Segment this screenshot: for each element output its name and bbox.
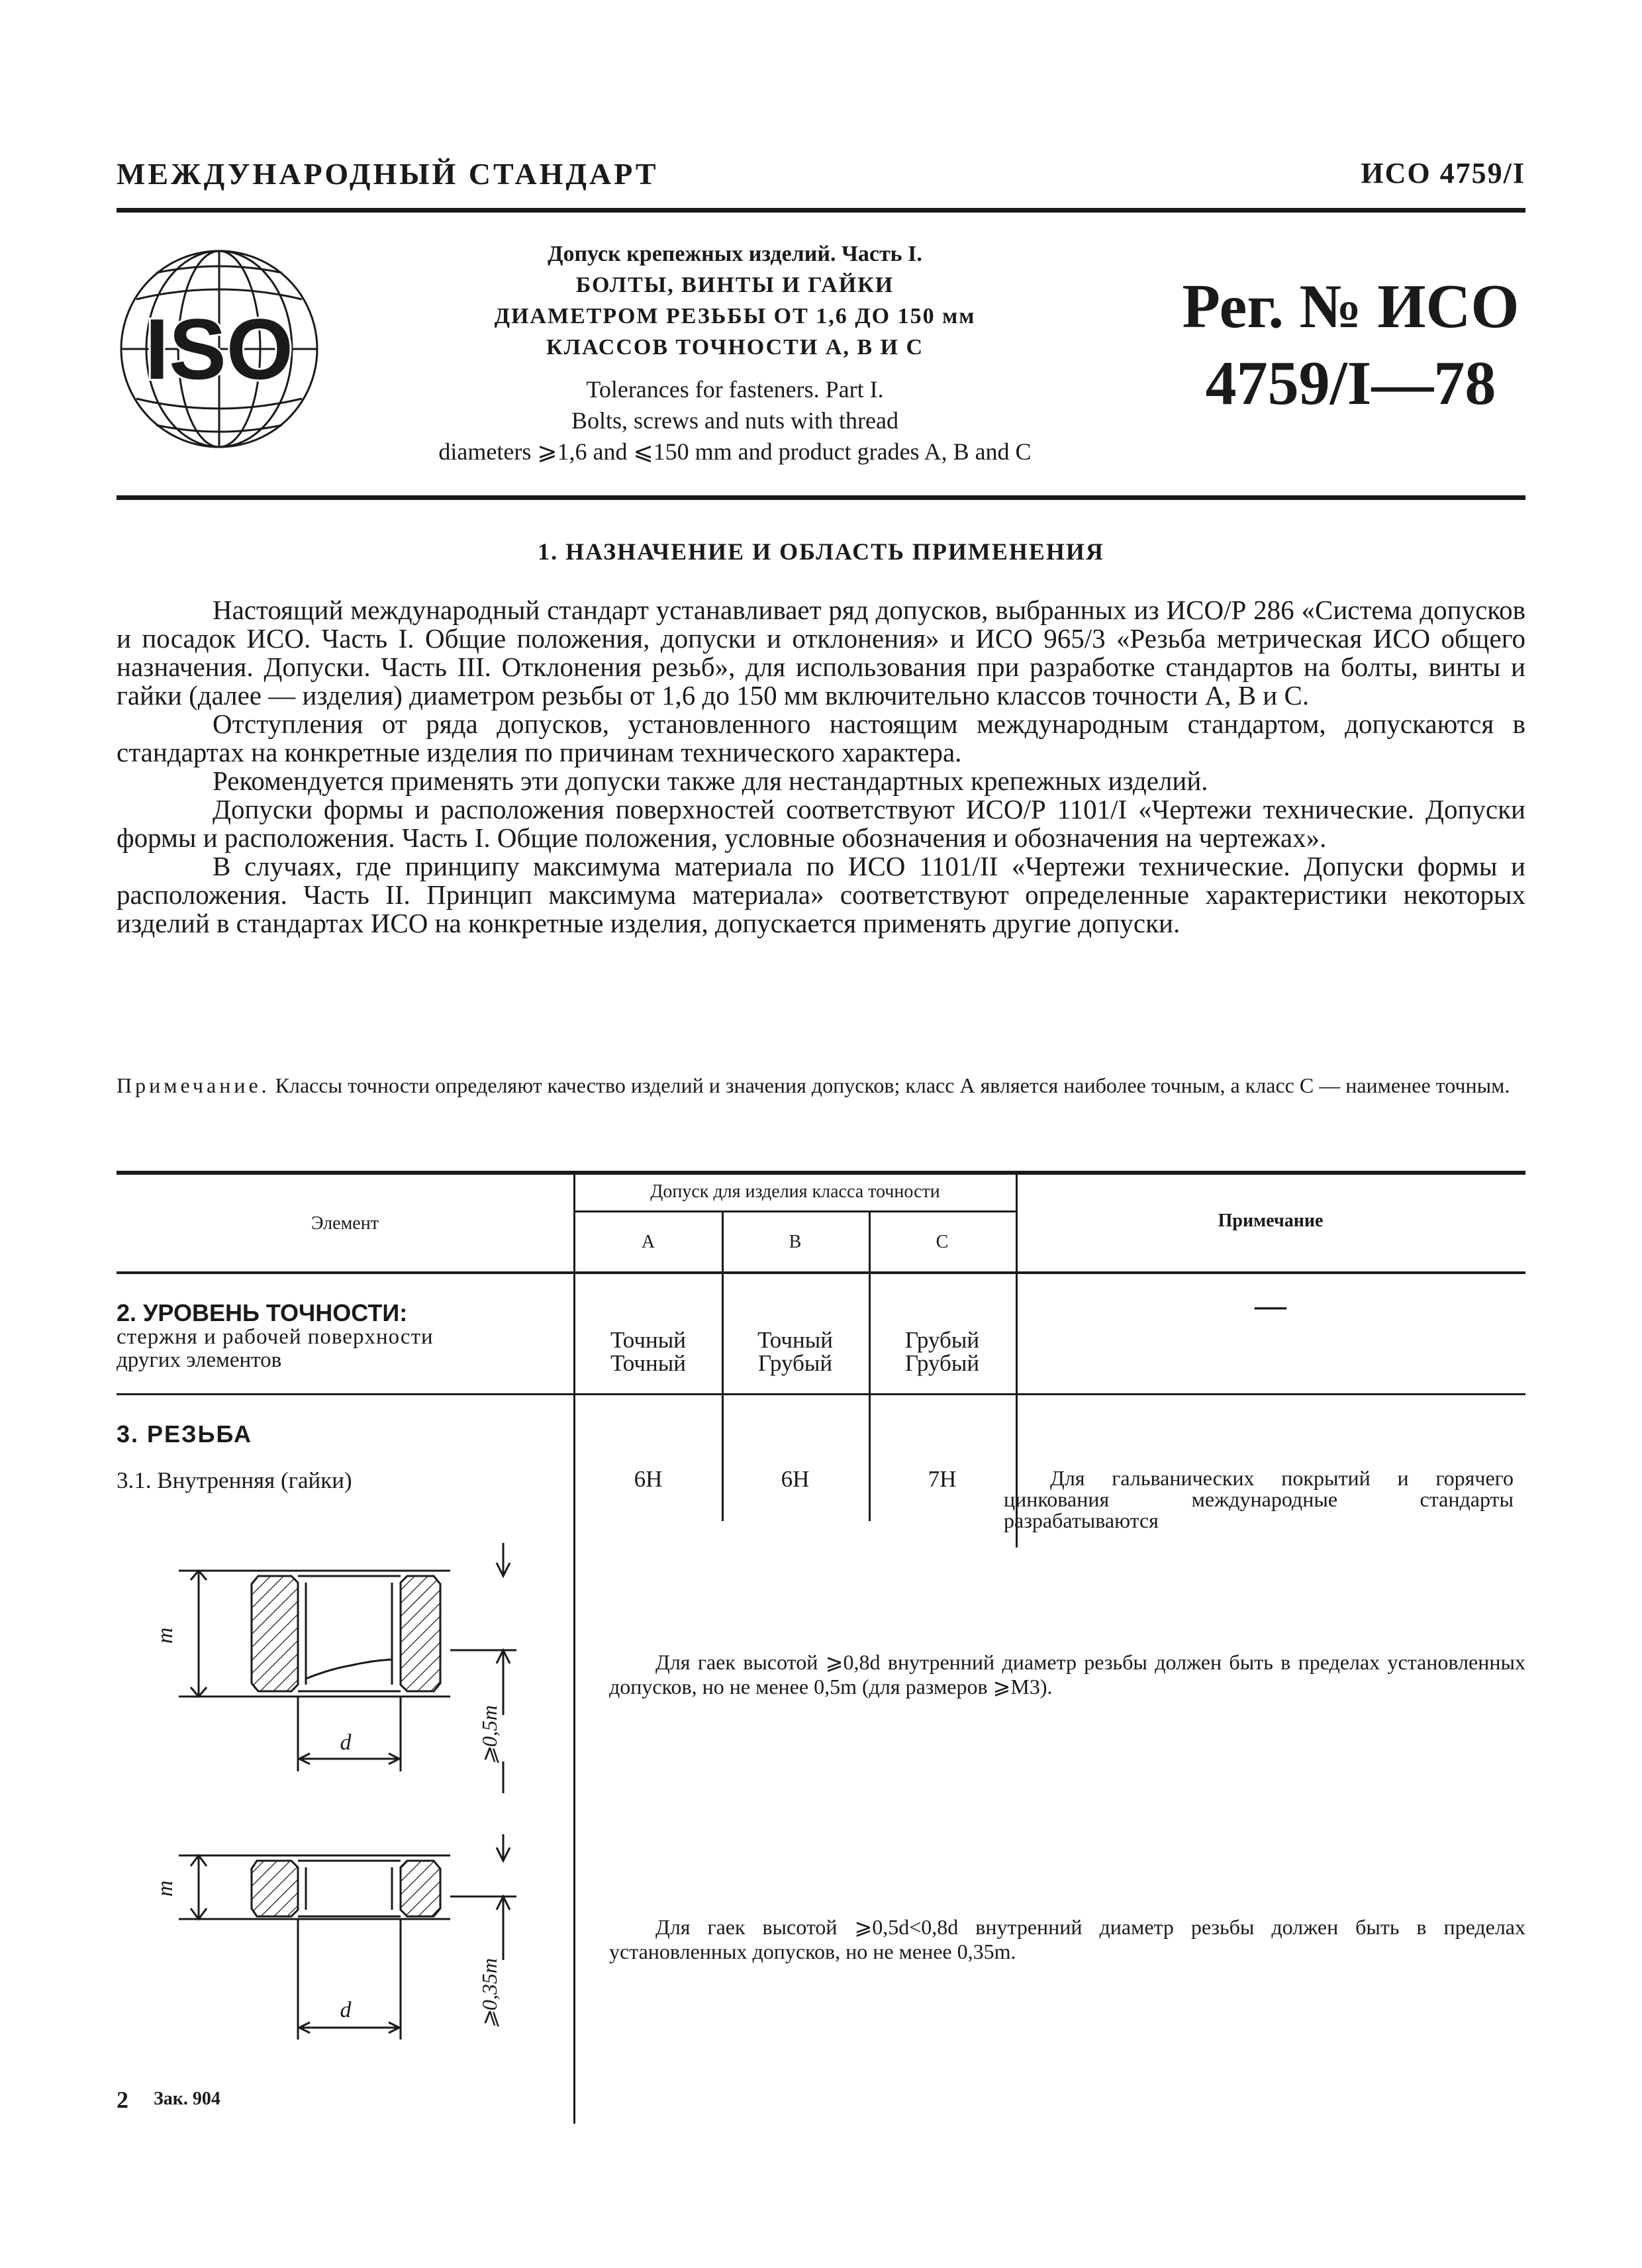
table-divider (573, 1395, 575, 2124)
nut-drawing-2 (153, 1834, 543, 2053)
title-rule (117, 495, 1525, 500)
title-ru-line3: ДИАМЕТРОМ РЕЗЬБЫ ОТ 1,6 ДО 150 мм (494, 304, 976, 328)
registration-number (1139, 268, 1563, 422)
note-text: Классы точности определяют качество изделий и значения допусков; класс А является наиболее точным, а класс С — наименее точным. (275, 1073, 1510, 1097)
fig2-d-label: d (340, 1998, 352, 2022)
row2-c-1: Грубый (904, 1327, 980, 1353)
section-1-body (117, 596, 1525, 938)
fig2-m-label: m (153, 1880, 177, 1897)
table-row-rule (117, 1393, 1525, 1395)
row2-a-1: Точный (610, 1327, 686, 1353)
title-en-line2: Bolts, screws and nuts with thread (571, 407, 898, 434)
table-subheader-rule (575, 1210, 1016, 1212)
section-2-desc (117, 1326, 434, 1372)
header-rule (117, 208, 1525, 213)
section-2-desc-line1: стержня и рабочей поверхности (117, 1325, 434, 1349)
reg-line1: Рег. № ИСО (1182, 272, 1520, 341)
iso-logo-text: ISO (145, 301, 293, 397)
header-tolerance-group: Допуск для изделия класса точности (650, 1181, 940, 1202)
paragraph: Допуски формы и расположения поверхностей соответствуют ИСО/Р 1101/I «Чертежи технические. Допуски формы и расположения. Часть I. Общие положения, условные обозначения и обозначения на чертежах». (117, 794, 1525, 853)
title-en-line1: Tolerances for fasteners. Part I. (586, 376, 884, 403)
paragraph: Настоящий международный стандарт устанавливает ряд допусков, выбранных из ИСО/Р 286 «Система допусков и посадок ИСО. Часть I. Общие положения, допуски и отклонения» и ИСО 965/3 «Резьба метрическая ИСО общего назначения. Допуски. Часть III. Отклонения резьб», для использования при разработке стандартов на болты, винты и гайки (далее — изделия) диаметром резьбы от 1,6 до 150 мм включительно классов точности А, В и С. (117, 595, 1525, 711)
row2-grade-c (869, 1328, 1016, 1375)
row-3-1-label: 3.1. Внутренняя (гайки) (117, 1467, 352, 1493)
section-3-title: 3. РЕЗЬБА (117, 1420, 252, 1448)
standard-number-heading: ИСО 4759/I (1361, 157, 1525, 189)
header-element: Элемент (311, 1213, 379, 1234)
header-grade-b: В (789, 1232, 802, 1252)
paragraph: В случаях, где принципу максимума материала по ИСО 1101/II «Чертежи технические. Допуски формы и расположения. Часть II. Принцип максимума материала» соответствуют определенные характеристики некоторых изделий в стандартах ИСО на конкретные изделия, допускается применять другие допуски. (117, 851, 1525, 938)
row2-grade-a (575, 1328, 722, 1375)
table-top-rule (117, 1171, 1525, 1175)
section-2-desc-line2: других элементов (117, 1348, 282, 1372)
fig1-dim-label: ⩾0,5m (477, 1705, 501, 1765)
reg-line2: 4759/I—78 (1205, 349, 1496, 418)
table-divider (869, 1395, 871, 1521)
note-label: Примечание. (117, 1073, 270, 1097)
row3-1-remark: Для гальванических покрытий и горячего цинкования международные стандарты разрабатываются (1004, 1466, 1514, 1532)
note (117, 1073, 1525, 1098)
standard-type-heading: МЕЖДУНАРОДНЫЙ СТАНДАРТ (117, 157, 659, 191)
page-number: 2 (117, 2087, 128, 2113)
header-remark: Примечание (1218, 1210, 1324, 1231)
fig1-d-label: d (340, 1730, 352, 1755)
document-title-en (371, 374, 1099, 468)
table-header-rule (117, 1271, 1525, 1274)
table-divider (1016, 1274, 1018, 1393)
row2-remark: — (1255, 1288, 1286, 1323)
section-1-heading: 1. НАЗНАЧЕНИЕ И ОБЛАСТЬ ПРИМЕНЕНИЯ (538, 538, 1104, 565)
header-grade-c: С (936, 1232, 949, 1252)
row2-grade-b (722, 1328, 869, 1375)
order-number: Зак. 904 (154, 2089, 220, 2109)
row2-b-2: Грубый (757, 1350, 833, 1376)
fig2-dim-label: ⩾0,35m (477, 1958, 501, 2028)
row3-1-grade-a: 6H (634, 1466, 663, 1492)
title-ru-line1: Допуск крепежных изделий. Часть I. (548, 242, 922, 266)
title-ru-line2: БОЛТЫ, ВИНТЫ И ГАЙКИ (575, 273, 894, 297)
row2-b-1: Точный (757, 1327, 833, 1353)
header-grade-a: А (641, 1232, 655, 1252)
paragraph: Рекомендуется применять эти допуски также для нестандартных крепежных изделий. (213, 765, 1208, 796)
section-2-title: 2. УРОВЕНЬ ТОЧНОСТИ: (117, 1299, 408, 1326)
table-divider (722, 1395, 724, 1521)
document-title-ru (371, 238, 1099, 363)
fig1-m-label: m (153, 1627, 177, 1644)
row2-a-2: Точный (610, 1350, 686, 1376)
figure1-note: Для гаек высотой ⩾0,8d внутренний диаметр резьбы должен быть в пределах установленных допусков, но не менее 0,5m (для размеров ⩾М3). (609, 1650, 1525, 1699)
row2-c-2: Грубый (904, 1350, 980, 1376)
figure2-note: Для гаек высотой ⩾0,5d<0,8d внутренний диаметр резьбы должен быть в пределах установленных допусков, но не менее 0,35m. (609, 1915, 1525, 1963)
paragraph: Отступления от ряда допусков, установленного настоящим международным стандартом, допускаются в стандартах на конкретные изделия по причинам технического характера. (117, 709, 1525, 767)
row3-1-grade-c: 7H (928, 1466, 957, 1492)
title-en-line3: diameters ⩾1,6 and ⩽150 mm and product grades A, B and C (438, 438, 1032, 465)
row3-1-grade-b: 6H (781, 1466, 810, 1492)
iso-logo (117, 246, 322, 452)
title-ru-line4: КЛАССОВ ТОЧНОСТИ А, В И С (546, 335, 924, 360)
nut-drawing-1 (153, 1543, 543, 1795)
